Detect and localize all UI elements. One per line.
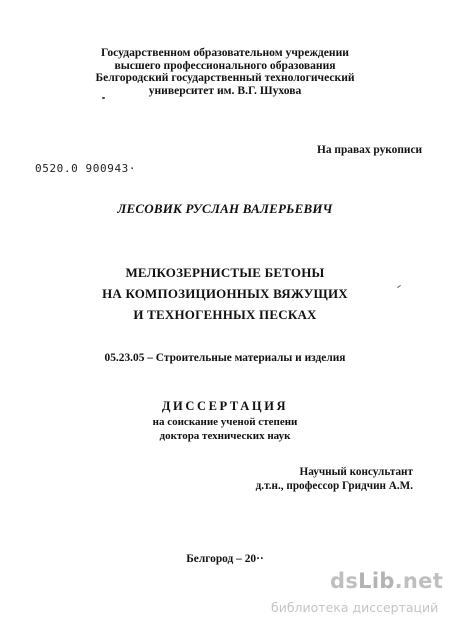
dissertation-heading: ДИССЕРТАЦИЯ [161,399,289,413]
dissertation-title [0,262,450,325]
catalog-code [35,162,136,175]
specialty: 05.23.05 – Строительные материалы и изделия [104,352,346,364]
rights-note: На правах рукописи [317,144,423,156]
advisor-name: д.т.н., профессор Гридчин А.М. [255,480,413,492]
watermark-logo-net: .net [394,569,444,593]
scan-speck [102,97,105,99]
title-line-3: И ТЕХНОГЕННЫХ ПЕСКАХ [133,307,317,322]
advisor-block [0,465,413,493]
city-year-tail: ·· [256,553,264,565]
institution-line-3: Белгородский государственный технологический [95,71,355,85]
institution-line-2: высшего профессионального образования [114,58,336,72]
city-year-text: Белгород – 20 [186,553,257,565]
degree-line-2: доктора технических наук [159,429,291,442]
watermark-logo-ds: ds [330,569,359,593]
catalog-code-number: 0520.0 900943 [35,162,129,175]
watermark-logo [330,569,443,593]
watermark-subtitle: библиотека диссертаций [271,600,439,615]
title-line-2: НА КОМПОЗИЦИОННЫХ ВЯЖУЩИХ [102,286,348,301]
title-line-1: МЕЛКОЗЕРНИСТЫЕ БЕТОНЫ [125,265,325,280]
watermark [270,569,448,617]
degree-block [0,416,450,443]
advisor-label: Научный консультант [299,466,413,478]
author-name: ЛЕСОВИК РУСЛАН ВАЛЕРЬЕВИЧ [117,201,333,216]
institution-block [0,47,450,97]
degree-line-1: на соискание ученой степени [152,416,298,428]
city-year [0,553,450,565]
institution-line-1: Государственном образовательном учреждении [101,46,349,59]
institution-line-4: университет им. В.Г. Шухова [148,83,302,97]
watermark-logo-lib: Lib [358,569,395,593]
catalog-code-suffix: · [128,162,137,175]
